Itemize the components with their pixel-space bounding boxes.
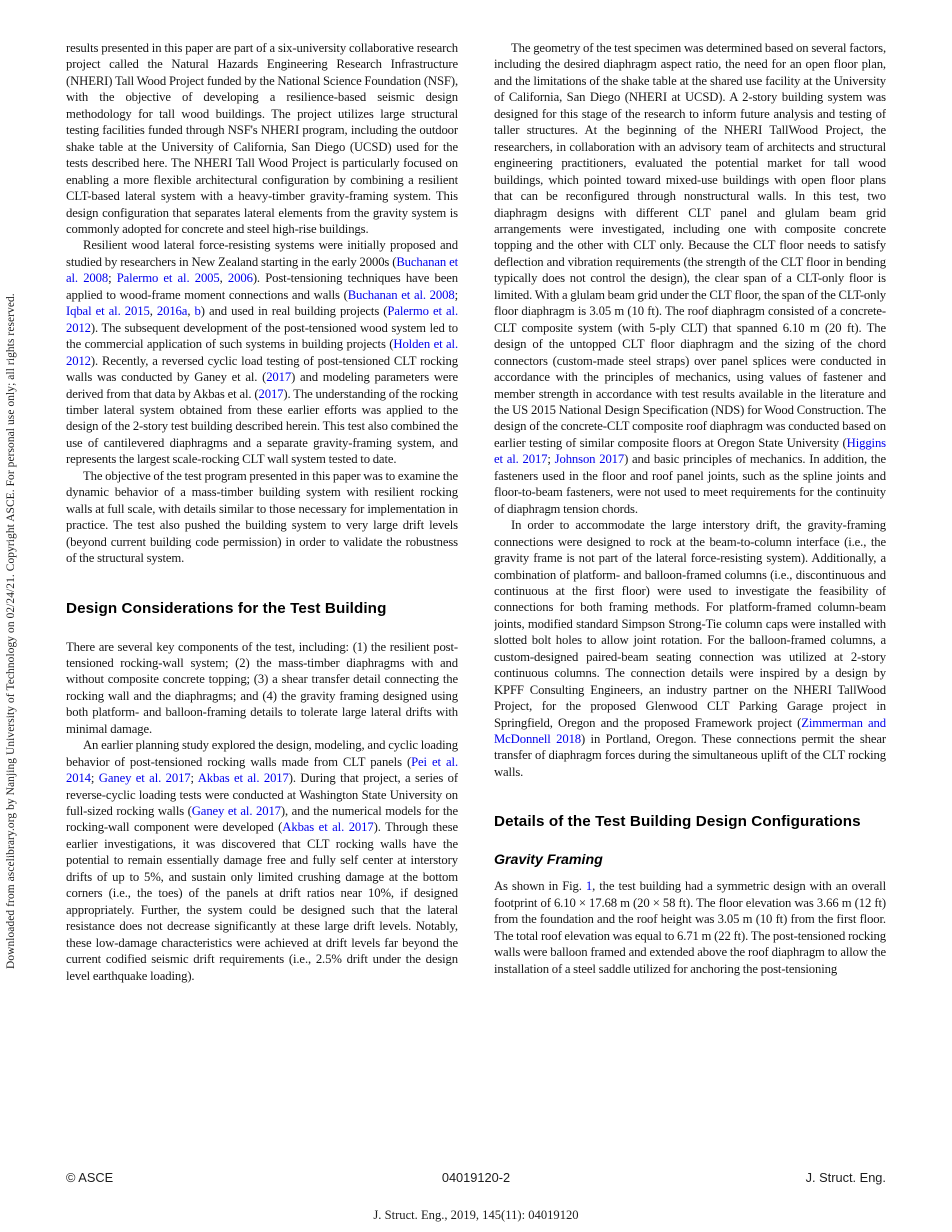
text-run: ). The understanding of the rocking timber lateral system obtained from these earlier efforts was applied to the design of the 2-story test building described herein. This test also combined the use of cantilevered diaphragms and a separate gravity-framing system, and represents the largest scale-rocking CLT wall system tested to date. <box>66 386 458 467</box>
citation-link[interactable]: Akbas et al. 2017 <box>197 771 289 786</box>
sidebar-download-notice: Downloaded from ascelibrary.org by Nanjing University of Technology on 02/24/21. Copyright ASCE. For personal use only; all rights reserved. <box>5 293 17 969</box>
text-run: , the test building had a symmetric design with an overall footprint of 6.10 × 17.68 m (20 × 58 ft). The floor elevation was 3.66 m (12 ft) from the foundation and the roof height was 3.05 m (10 ft) from the first floor. The total roof elevation was equal to 6.71 m (22 ft). The post-tensioned rocking walls were balloon framed and extended above the roof diaphragm to allow the installation of a steel saddle utilized for anchoring the post-tensioning <box>494 879 886 976</box>
paragraph <box>494 878 886 977</box>
text-run: ). Through these earlier investigations, it was discovered that CLT rocking walls have the potential to remain essentially damage free and fully self center at interstory drifts of up to 5%, and sustain only limited crushing damage at the bottom corners (i.e., the toes) of the panels at drift ratios near 10%, if designed appropriately. Further, the system could be designed such that the lateral resistance does not decrease significantly at these large drift levels. Notably, these low-damage characteristics were achieved at drift levels far beyond the current codified seismic drift requirements (i.e., 2.5% drift under the design level earthquake loading). <box>66 820 458 983</box>
section-heading: Details of the Test Building Design Configurations <box>494 813 861 831</box>
text-run: There are several key components of the test, including: (1) the resilient post-tensioned rocking-wall system; (2) the mass-timber diaphragms with and without composite concrete topping; (3) a shear transfer detail connecting the rocking wall and the diaphragms; and (4) the gravity framing designed using both platform- and balloon-framing details to tolerate large lateral drifts with minimal damage. <box>66 639 458 736</box>
citation-link[interactable]: b <box>194 304 201 319</box>
paragraph <box>494 517 886 780</box>
text-run: ) and used in real building projects ( <box>200 304 388 319</box>
paragraph <box>494 40 886 517</box>
citation-link[interactable]: 2017 <box>266 370 292 385</box>
text-run: ; <box>108 271 117 286</box>
subsection-heading: Gravity Framing <box>494 852 603 869</box>
text-run: ). Recently, a reversed cyclic load testing of post-tensioned CLT rocking walls was conducted by Ganey et al. ( <box>66 353 458 385</box>
right-column <box>494 40 886 1168</box>
citation-link[interactable]: Holden et al. 2012 <box>66 337 458 368</box>
text-run: ) and basic principles of mechanics. In addition, the fasteners used in the floor and roof panel joints, such as the spline joints and floor-to-beam fasteners, were not used to meet requirements for the continuity of diaphragm tension chords. <box>494 452 886 516</box>
citation-link[interactable]: Johnson 2017 <box>554 452 625 467</box>
citation-link[interactable]: Palermo et al. 2012 <box>66 304 458 335</box>
text-run: In order to accommodate the large interstory drift, the gravity-framing connections were designed to rock at the beam-to-column interface (i.e., the gravity frame is not part of the lateral force-resisting system). Additionally, a combination of platform- and balloon-framed columns (i.e., discontinuous and continuous at the first floor) were used to investigate the feasibility of connections for both framing methods. For platform-framed column-beam joints, modified standard Simpson Strong-Tie column caps were installed with slotted bolt holes to allow joint rotation. For the balloon-framed columns, a custom-designed paired-beam seating connection was utilized at 2-story continuous columns. The connection details were inspired by a design by KPFF Consulting Engineers, an industry partner on the NHERI TallWood Project, for the proposed Glenwood CLT Parking Garage project in Springfield, Oregon and the proposed Framework project ( <box>494 518 886 730</box>
citation-link[interactable]: Buchanan et al. 2008 <box>66 254 458 286</box>
page-footer <box>66 1170 886 1185</box>
text-run: An earlier planning study explored the design, modeling, and cyclic loading behavior of post-tensioned rocking walls made from CLT panels ( <box>66 738 458 769</box>
text-run: As shown in Fig. <box>494 879 586 894</box>
left-column <box>66 40 458 1168</box>
citation-link[interactable]: Ganey et al. 2017 <box>191 804 281 819</box>
text-run: ; <box>547 452 555 467</box>
citation-link[interactable]: 2016a <box>156 304 188 319</box>
paragraph <box>66 468 458 567</box>
paragraph <box>66 237 458 467</box>
text-run: , <box>219 271 228 286</box>
citation-line: J. Struct. Eng., 2019, 145(11): 04019120 <box>373 1208 579 1222</box>
citation-link[interactable]: Ganey et al. 2017 <box>98 771 191 786</box>
text-run: , <box>187 304 195 319</box>
text-run: results presented in this paper are part of a six-university collaborative research project called the Natural Hazards Engineering Research Infrastructure (NHERI) Tall Wood Project funded by the National Science Foundation (NSF), with the objective of developing a resilience-based seismic design methodology for tall wood buildings. The project utilizes large structural testing facilities funded through NSF's NHERI program, including the outdoor shake table at the University of California, San Diego (UCSD) used for the tests described here. The NHERI Tall Wood Project is particularly focused on enabling a more flexible architectural configuration by combining a resilient CLT-based lateral system with a heavy-timber gravity-framing system. This design configuration that separates lateral elements from the gravity system is commonly adopted for concrete and steel high-rise buildings. <box>66 41 458 236</box>
text-run: ; <box>454 287 458 302</box>
citation-link[interactable]: Buchanan et al. 2008 <box>347 287 455 302</box>
text-run: ) and modeling parameters were derived from that data by Akbas et al. ( <box>66 370 458 401</box>
citation-link[interactable]: Akbas et al. 2017 <box>282 820 374 835</box>
page-number: 04019120-2 <box>441 1170 511 1185</box>
text-run: ; <box>190 771 198 786</box>
copyright-label: © ASCE <box>66 1170 114 1185</box>
citation-link[interactable]: Iqbal et al. 2015 <box>66 304 150 319</box>
text-run: ). The subsequent development of the post-tensioned wood system led to the commercial application of such systems in building projects ( <box>66 320 458 352</box>
citation-link[interactable]: Palermo et al. 2005 <box>116 271 220 286</box>
paragraph <box>66 40 458 237</box>
paragraph <box>66 737 458 984</box>
citation-link[interactable]: Pei et al. 2014 <box>66 754 458 786</box>
text-run: The geometry of the test specimen was determined based on several factors, including the desired diaphragm aspect ratio, the need for an open floor plan, and the limitations of the shake table at the shared use facility at the University of California, San Diego (NHERI at UCSD). A 2-story building system was designed for this stage of the research to inform future analysis and testing of taller structures. At the beginning of the NHERI TallWood Project, the researchers, in collaboration with an advisory team of architects and structural engineering practitioners, evaluated the potential market for tall wood buildings, which pointed toward mixed-use buildings with open floor plans that can be reconfigured through nonstructural walls. In this test, two diaphragm designs with different CLT panel and glulam beam grid arrangements were investigated, including one with composite concrete topping and the other with CLT only. Because the CLT floor needs to satisfy deflection and vibration requirements (the strength of the CLT floor in bending typically does not control the design), the clear span of a CLT-only floor is limited. With a glulam beam grid under the CLT floor, the span of the CLT-only floor diaphragm is 3.05 m (10 ft). The roof diaphragm consisted of a concrete-CLT composite system (with 5-ply CLT) that spanned 6.10 m (20 ft). The design of the untopped CLT floor diaphragm and the sizing of the chord connectors (custom-made steel straps) over panel splices were conducted in accordance with the principles of mechanics, using values of fastener and member strength in accordance with test results available in the literature and the US 2015 National Design Specification (NDS) for Wood Construction. The design of the concrete-CLT composite roof diaphragm was conducted based on earlier testing of similar composite floors at Oregon State University ( <box>494 41 886 450</box>
citation-link[interactable]: 2006 <box>227 271 253 286</box>
paragraph <box>66 639 458 738</box>
journal-abbrev: J. Struct. Eng. <box>805 1170 886 1185</box>
text-run: ). During that project, a series of reverse-cyclic loading tests were conducted at Washington State University on full-sized rocking walls ( <box>66 771 458 819</box>
text-run: ). Post-tensioning techniques have been applied to wood-frame moment connections and walls ( <box>66 271 458 302</box>
section-heading: Design Considerations for the Test Building <box>66 599 387 617</box>
citation-link[interactable]: Zimmerman and McDonnell 2018 <box>494 715 886 747</box>
article-body <box>66 40 886 1168</box>
citation-link[interactable]: 2017 <box>258 386 284 401</box>
text-run: The objective of the test program presented in this paper was to examine the dynamic behavior of a mass-timber building system with resilient rocking walls at full scale, with details similar to those necessary for implementation in practice. The test also pushed the building system to very large drift levels (beyond current building code permission) in order to validate the robustness of the structural system. <box>66 468 458 566</box>
citation-link[interactable]: 1 <box>585 879 593 894</box>
citation-link[interactable]: Higgins et al. 2017 <box>494 435 886 467</box>
text-run: ; <box>90 771 99 786</box>
text-run: , <box>149 304 157 319</box>
text-run: Resilient wood lateral force-resisting systems were initially proposed and studied by researchers in New Zealand starting in the early 2000s ( <box>66 238 458 269</box>
text-run: ) in Portland, Oregon. These connections permit the shear transfer of diaphragm forces during the simultaneous uplift of the CLT rocking walls. <box>494 732 886 779</box>
text-run: ), and the numerical models for the rocking-wall component were developed ( <box>66 804 458 835</box>
